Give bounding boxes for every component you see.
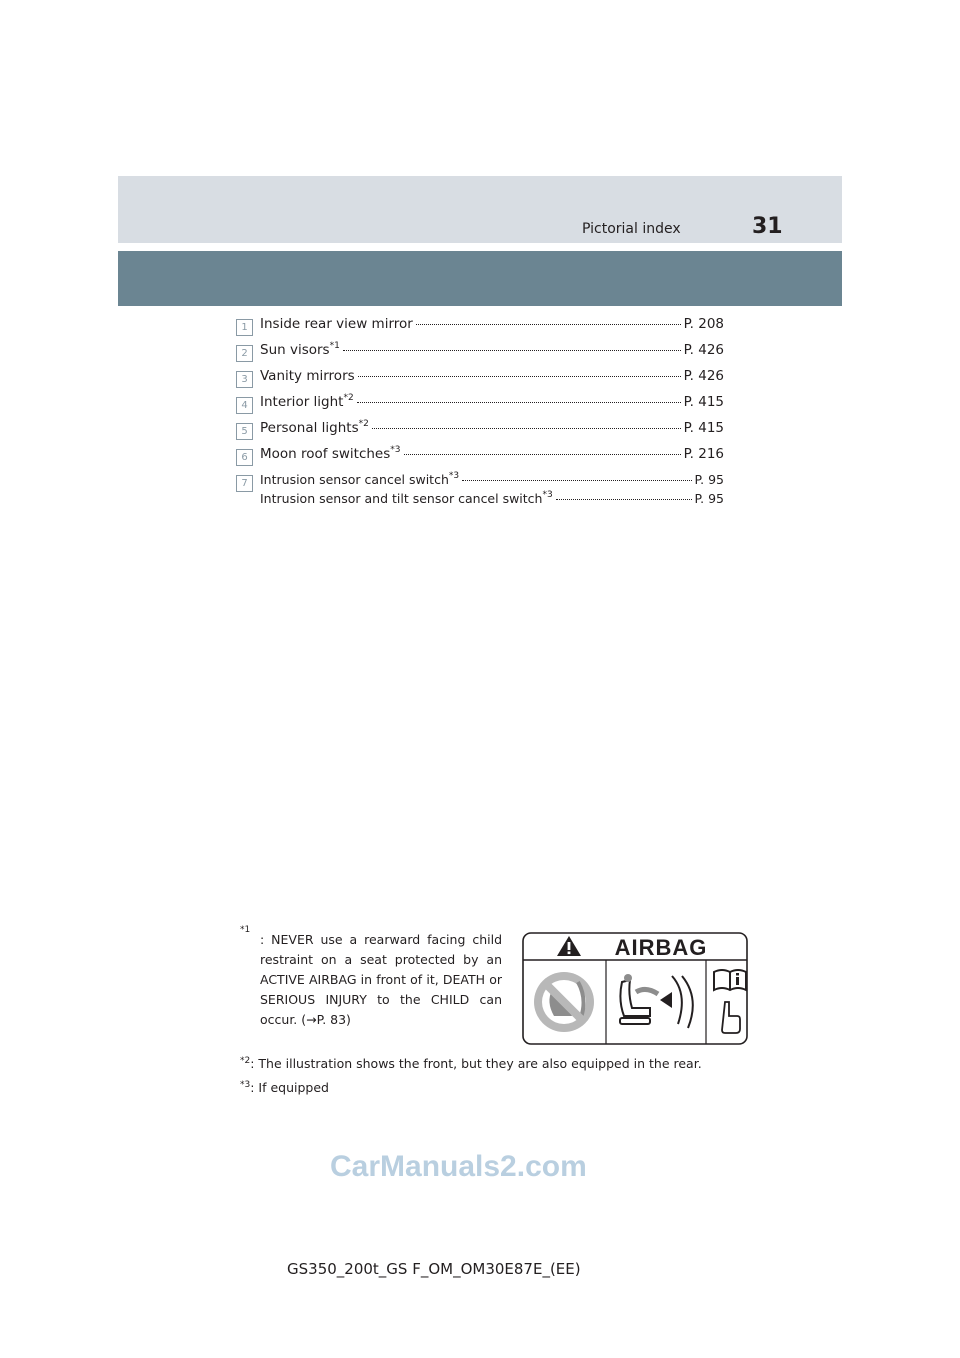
leader-dots: [404, 454, 681, 455]
list-item: [236, 342, 724, 367]
no-rear-facing-seat-icon: [534, 972, 594, 1032]
list-item: [236, 394, 724, 419]
page-ref-link[interactable]: P. 95: [694, 472, 724, 487]
footnote-ref: *3: [390, 445, 401, 455]
list-item: [236, 420, 724, 445]
footnote-mark: *2: [240, 1056, 251, 1066]
header-band: [118, 176, 842, 243]
item-label: Inside rear view mirror: [260, 316, 413, 332]
footnote-ref: *2: [358, 419, 369, 429]
airbag-warning-label: [522, 932, 748, 1045]
item-number: 3: [236, 371, 253, 388]
airbag-title: AIRBAG: [614, 935, 708, 960]
leader-dots: [358, 376, 681, 377]
item-label: Sun visors$^{*1}$: [260, 341, 340, 358]
item-number: 6: [236, 449, 253, 466]
item-number: 2: [236, 345, 253, 362]
leader-dots: [462, 480, 691, 481]
page-ref-link[interactable]: P. 426: [683, 342, 724, 358]
item-label: Personal lights$^{*2}$: [260, 419, 369, 436]
leader-dots: [343, 350, 681, 351]
footnote-2: [240, 1056, 702, 1071]
section-title: Pictorial index: [582, 221, 681, 237]
footnote-1: *1 : NEVER use a rearward facing child restraint on a seat protected by an ACTIVE AIRBAG in front of it, DEATH or SERIOUS INJURY to the CHILD can occur. (→P. 83): [240, 930, 502, 1030]
footnote-ref: *2: [343, 393, 354, 403]
footnote-ref: *3: [448, 471, 460, 481]
page-ref-link[interactable]: P. 415: [683, 394, 724, 410]
footnote-mark: *3: [240, 1080, 251, 1090]
page-ref-link[interactable]: P. 208: [683, 316, 724, 332]
footnote-text: : NEVER use a rearward facing child restraint on a seat protected by an ACTIVE AIRBAG in front of it, DEATH or SERIOUS INJURY to the CHILD can occur. (→P. 83): [260, 932, 502, 1027]
item-number: 7: [236, 475, 253, 492]
item-number: 4: [236, 397, 253, 414]
item-number: 1: [236, 319, 253, 336]
list-item: [236, 446, 724, 471]
page-ref-link[interactable]: P. 216: [683, 446, 724, 462]
page-number: 31: [752, 214, 783, 239]
leader-dots: [416, 324, 681, 325]
item-number: 5: [236, 423, 253, 440]
list-item: [236, 472, 724, 512]
footnote-ref: *3: [542, 490, 553, 500]
index-list: [236, 316, 724, 513]
list-item: [236, 368, 724, 393]
footnote-ref: *1: [329, 341, 340, 351]
footnote-text: : The illustration shows the front, but they are also equipped in the rear.: [250, 1056, 702, 1071]
item-label: Interior light$^{*2}$: [260, 393, 354, 410]
item-label-secondary: Intrusion sensor and tilt sensor cancel switch$^{*3}$: [260, 490, 553, 506]
list-item: [236, 316, 724, 341]
leader-dots: [372, 428, 681, 429]
footnote-3: [240, 1080, 329, 1095]
footnote-text: : If equipped: [250, 1080, 329, 1095]
page-ref-link[interactable]: P. 415: [683, 420, 724, 436]
leader-dots: [556, 499, 692, 500]
document-code: GS350_200t_GS F_OM_OM30E87E_(EE): [287, 1260, 581, 1278]
item-label: Moon roof switches$^{*3}$: [260, 445, 401, 462]
leader-dots: [357, 402, 681, 403]
page-ref-link[interactable]: P. 95: [694, 491, 724, 506]
item-label: Intrusion sensor cancel switch$^{*3}$: [260, 471, 460, 487]
watermark: CarManuals2.com: [330, 1150, 587, 1183]
page-ref-link[interactable]: P. 426: [683, 368, 724, 384]
section-bar: [118, 251, 842, 306]
item-label: Vanity mirrors: [260, 368, 355, 384]
